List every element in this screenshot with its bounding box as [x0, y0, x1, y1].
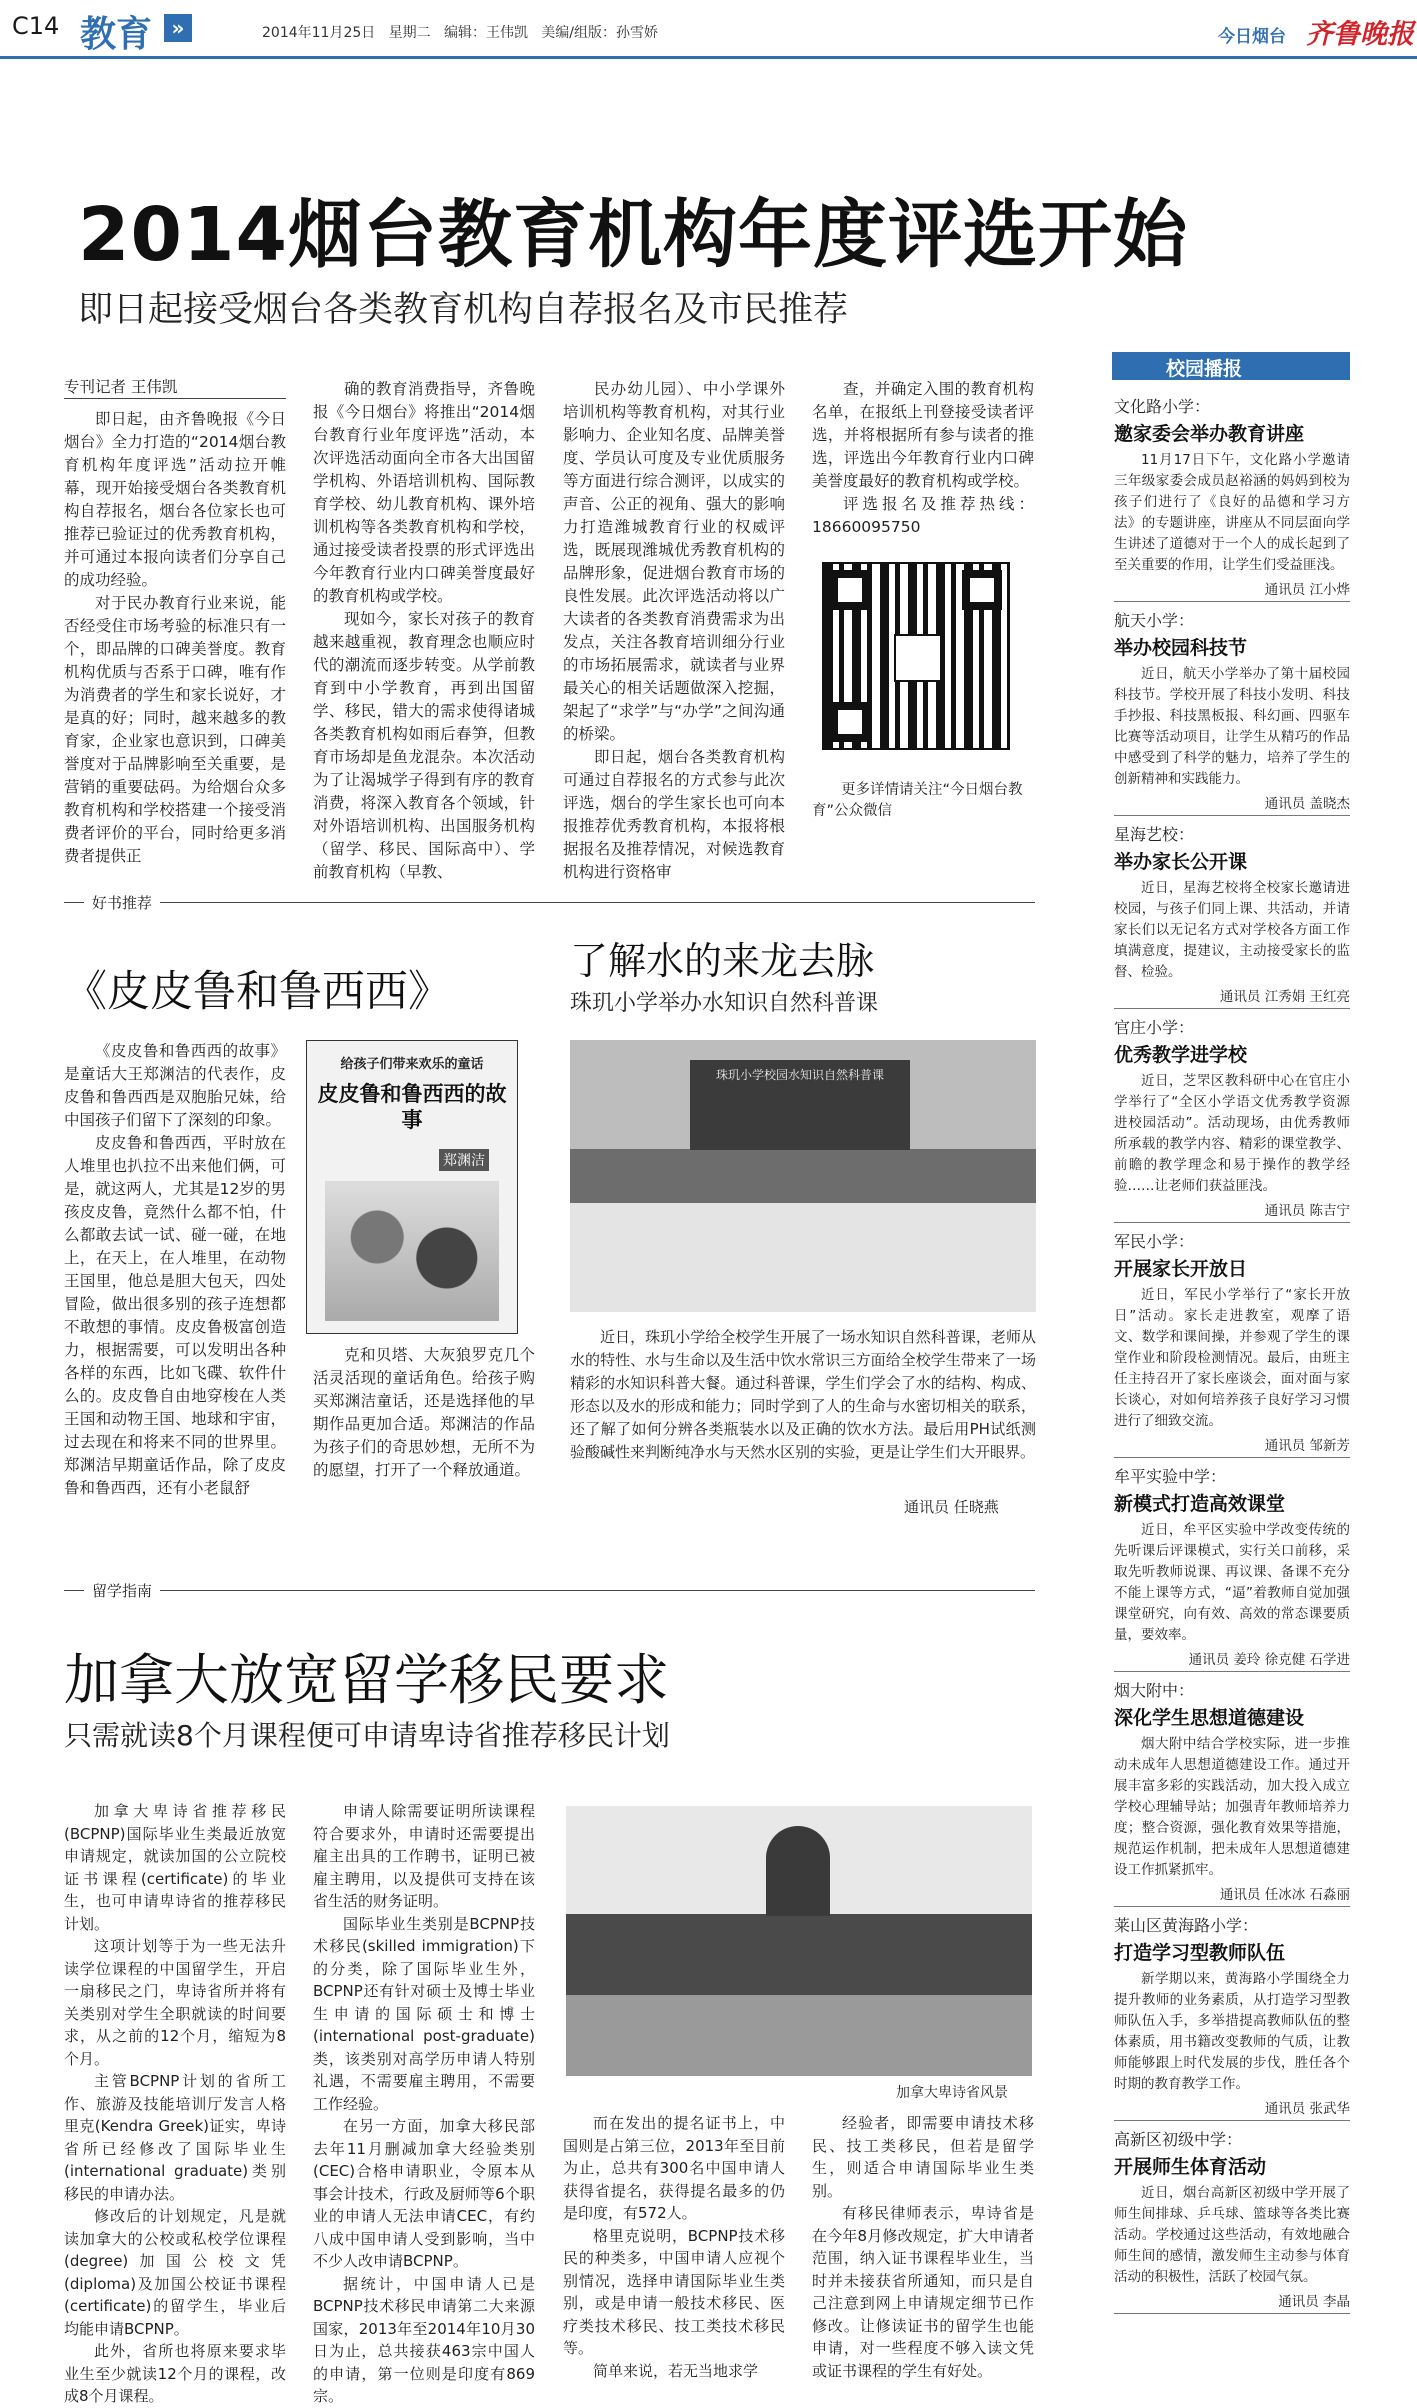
sidebar-school: 高新区初级中学：	[1114, 2130, 1243, 2149]
paragraph: 格里克说明，BCPNP技术移民的种类多，中国申请人应视个别情况，选择申请国际毕业生类别，或是申请一般技术移民、医疗类技术移民、技工类技术移民等。	[563, 2226, 785, 2357]
sidebar-news-item	[1114, 1229, 1350, 1458]
paragraph: 据统计，中国申请人已是BCPNP技术移民申请第二大来源国家，2013年至2014年10月30日为止，总共接获463宗中国人的申请，第一位则是印度有869宗。	[313, 2274, 535, 2405]
sidebar-title: 校园播报	[1166, 358, 1243, 380]
canada-tag: 留学指南	[84, 1580, 160, 1601]
sidebar-news-title: 开展家长开放日	[1114, 1258, 1248, 1280]
sidebar-news-item	[1114, 822, 1350, 1009]
books-headline: 《皮皮鲁和鲁西西》	[64, 967, 451, 1017]
cover-illustration	[325, 1181, 499, 1321]
sidebar-news-credit: 通讯员 姜玲 徐克健 石学进	[1188, 1652, 1350, 1668]
paragraph: 修改后的计划规定，凡是就读加拿大的公校或私校学位课程(degree)加国公校文凭(diploma)及加国公校证书课程(certificate)的留学生，毕业后均能申请BCPNP。	[64, 2207, 286, 2338]
sidebar-news-credit: 通讯员 盖晓杰	[1264, 796, 1350, 812]
paragraph: 简单来说，若无当地求学	[593, 2361, 759, 2380]
sidebar-news-credit: 通讯员 张武华	[1264, 2101, 1350, 2117]
sidebar-school: 文化路小学：	[1114, 397, 1211, 416]
qr-finder	[962, 570, 1002, 610]
paragraph: 近日，珠玑小学给全校学生开展了一场水知识自然科普课，老师从水的特性、水与生命以及生活中饮水常识三方面给全校学生带来了一场精彩的水知识科普大餐。通过科普课，学生们学会了水的结构、构成、形态以及水的形成和能力；同时学到了人的生命与水密切相关的联系，还了解了如何分辨各类瓶装水以及正确的饮水方法。最后用PH试纸测验酸碱性来判断纯净水与天然水区别的实验，更是让学生们大开眼界。	[570, 1328, 1036, 1461]
cover-tagline: 给孩子们带来欢乐的童话	[340, 1057, 484, 1072]
sidebar-school: 军民小学：	[1114, 1232, 1195, 1251]
photo-dome	[766, 1826, 830, 1916]
paragraph: 申请人除需要证明所读课程符合要求外，申请时还需要提出雇主出具的工作聘书，证明已被雇主聘用，以及提供可支持在该省生活的财务证明。	[313, 1802, 535, 1910]
sidebar-news-title: 深化学生思想道德建设	[1114, 1707, 1305, 1729]
qr-caption: 更多详情请关注“今日烟台教育”公众微信	[812, 782, 1023, 819]
water-body	[570, 1326, 1036, 1490]
sidebar-news-item	[1114, 1678, 1350, 1907]
paragraph: 经验者，即需要申请技术移民、技工类移民，但若是留学生，则适合申请国际毕业生类别。	[812, 2114, 1034, 2200]
header-rule	[0, 56, 1417, 59]
water-subhead: 珠玑小学举办水知识自然科普课	[570, 991, 879, 1016]
sidebar-news-body: 近日，军民小学举行了“家长开放日”活动。家长走进教室，观摩了语文、数学和课间操，并参观了学生的课堂作业和阶段检测情况。最后，由班主任主持召开了家长座谈会，面对面与家长谈心，对如何培养孩子良好学习习惯进行了细致交流。	[1114, 1287, 1350, 1429]
lead-subhead: 即日起接受烟台各类教育机构自荐报名及市民推荐	[78, 290, 849, 330]
sidebar-news-title: 优秀教学进学校	[1114, 1044, 1248, 1066]
sidebar-news-item	[1114, 1015, 1350, 1223]
photo-banner: 珠玑小学校园水知识自然科普课	[715, 1068, 884, 1082]
photo-caption: 加拿大卑诗省风景	[896, 2085, 1008, 2101]
paragraph: 有移民律师表示，卑诗省是在今年8月修改规定，扩大申请者范围，纳入证书课程毕业生，当时并未接获省所通知，而只是自己注意到网上申请规定细节已作修改。让修读证书的留学生也能申请，对一些程度不够入读文凭或证书课程的学生有好处。	[812, 2204, 1034, 2380]
lead-column-4	[812, 378, 1034, 538]
paper-label: 今日烟台	[1218, 27, 1286, 47]
sidebar-news-title: 举办家长公开课	[1114, 851, 1248, 873]
books-column-2	[313, 1344, 535, 1520]
paragraph: 主管BCPNP计划的省所工作、旅游及技能培训厅发言人格里克(Kendra Greek)证实，卑诗省所已经修改了国际毕业生(international graduate)类别移民的申请办法。	[64, 2072, 286, 2203]
lead-column-1	[64, 408, 286, 865]
books-tag: 好书推荐	[84, 892, 160, 913]
sidebar-news-credit: 通讯员 李晶	[1278, 2294, 1350, 2310]
hotline: 评选报名及推荐热线：18660095750	[812, 495, 1034, 536]
sidebar-news-credit: 通讯员 邹新芳	[1264, 1438, 1350, 1454]
cover-author: 郑渊洁	[439, 1149, 489, 1171]
canada-subhead: 只需就读8个月课程便可申请卑诗省推荐移民计划	[64, 1719, 670, 1752]
paragraph: 在另一方面，加拿大移民部去年11月删减加拿大经验类别(CEC)合格申请职业，令原本从事会计技术，行政及厨师等6个职业的申请人无法申请CEC，有约八成中国申请人受到影响，当中不少人改申请BCPNP。	[313, 2117, 535, 2270]
classroom-photo	[570, 1040, 1036, 1312]
sidebar-news-body: 11月17日下午，文化路小学邀请三年级家委会成员赵裕涵的妈妈到校为孩子们进行了《良好的品德和学习方法》的专题讲座，讲座从不同层面向学生讲述了道德对于一个人的成长起到了至关重要的作用，让学生们受益匪浅。	[1114, 452, 1350, 573]
water-credit: 通讯员 任晓燕	[904, 1498, 999, 1516]
paragraph: 现如今，家长对孩子的教育越来越重视，教育理念也顺应时代的潮流而逐步转变。从学前教育到中小学教育，再到出国留学、移民，错大的需求使得诸城各类教育机构如雨后春笋，但教育市场却是鱼龙混杂。本次活动为了让渴城学子得到有序的教育消费，将深入教育各个领域，针对外语培训机构、出国服务机构（留学、移民、国际高中）、学前教育机构（早教、	[313, 610, 535, 881]
section-arrow-icon: »	[164, 14, 192, 42]
paragraph: 加拿大卑诗省推荐移民(BCPNP)国际毕业生类最近放宽申请规定，就读加国的公立院校证书课程(certificate)的毕业生，也可申请卑诗省的推荐移民计划。	[64, 1802, 286, 1933]
sidebar-news-credit: 通讯员 任冰冰 石淼丽	[1219, 1887, 1350, 1903]
sidebar-news-item	[1114, 2127, 1350, 2314]
header-meta: 2014年11月25日 星期二 编辑：王伟凯 美编/组版：孙雪娇	[262, 25, 659, 41]
paragraph: 皮皮鲁和鲁西西，平时放在人堆里也扒拉不出来他们俩，可是，就这两人，尤其是12岁的男孩皮皮鲁，竟然什么都不怕，什么都敢去试一试、碰一碰，在地上，在天上，在人堆里，在动物王国里，他总是胆大包天，四处冒险，做出很多别的孩子连想都不敢想的事情。皮皮鲁极富创造力，根据需要，可以发明出各种各样的东西，比如飞碟、软件什么的。皮皮鲁自由地穿梭在人类王国和动物王国、地球和宇宙，过去现在和将来不同的世界里。郑渊洁早期童话作品，除了皮皮鲁和鲁西西，还有小老鼠舒	[64, 1134, 286, 1497]
sidebar-news-body: 新学期以来，黄海路小学围绕全力提升教师的业务素质，从打造学习型教师队伍入手，多举措提高教师队伍的整体素质，用书籍改变教师的气质，让教师能够跟上时代发展的步伐，胜任各个时期的教育教学工作。	[1114, 1971, 1350, 2092]
paper-logo: 齐鲁晚报	[1306, 19, 1414, 50]
qr-logo	[894, 634, 942, 682]
sidebar-news-title: 开展师生体育活动	[1114, 2156, 1267, 2178]
qr-code[interactable]	[822, 562, 1010, 750]
sidebar	[1114, 388, 1350, 2378]
sidebar-news-body: 近日，牟平区实验中学改变传统的先听课后评课模式，实行关口前移，采取先听教师说课、再议课、备课不充分不能上课等方式，“逼”着教师自觉加强课堂研究，向有效、高效的常态课要质量，要效率。	[1114, 1522, 1350, 1643]
sidebar-news-credit: 通讯员 江小烨	[1264, 582, 1350, 598]
paragraph: 此外，省所也将原来要求毕业生至少就读12个月的课程，改成8个月课程。	[64, 2342, 286, 2405]
sidebar-news-credit: 通讯员 江秀娟 王红亮	[1219, 989, 1350, 1005]
qr-finder	[830, 570, 870, 610]
sidebar-news-item	[1114, 394, 1350, 602]
paragraph: 《皮皮鲁和鲁西西的故事》是童话大王郑渊洁的代表作，皮皮鲁和鲁西西是双胞胎兄妹，给中国孩子们留下了深刻的印象。	[64, 1042, 286, 1129]
paragraph: 而在发出的提名证书上，中国则是占第三位，2013年至目前为止，总共有300名中国申请人获得省提名，获得提名最多的仍是印度，有572人。	[563, 2114, 785, 2222]
sidebar-news-body: 近日，航天小学举办了第十届校园科技节。学校开展了科技小发明、科技手抄报、科技黑板报、科幻画、四驱车比赛等活动项目，让学生从精巧的作品中感受到了科学的魅力，培养了学生的创新精神和实践能力。	[1114, 666, 1350, 787]
sidebar-news-body: 近日，烟台高新区初级中学开展了师生间排球、乒乓球、篮球等各类比赛活动。学校通过这些活动，有效地融合师生间的感情，激发师生主动参与体育活动的积极性，活跃了校园气氛。	[1114, 2185, 1350, 2285]
water-headline: 了解水的来龙去脉	[570, 939, 875, 983]
paragraph: 民办幼儿园）、中小学课外培训机构等教育机构，对其行业影响力、企业知名度、品牌美誉度、学员认可度及专业优质服务等方面进行综合测评，以成实的声音、公正的视角、强大的影响力打造潍城教育行业的权威评选，既展现潍城优秀教育机构的品牌形象，促进烟台教育市场的良性发展。此次评选活动将以广大读者的各类教育消费需求为出发点，关注各教育培训细分行业的市场拓展需求，就读者与业界最关心的相关话题做深入挖掘，架起了“求学”与“办学”之间沟通的桥梁。	[563, 380, 785, 743]
paragraph: 即日起，烟台各类教育机构可通过自荐报名的方式参与此次评选，烟台的学生家长也可向本报推荐优秀教育机构，本报将根据报名及推荐情况，对候选教育机构进行资格审	[563, 748, 785, 881]
sidebar-title-bar	[1112, 352, 1350, 380]
sidebar-news-item	[1114, 608, 1350, 816]
lead-column-2	[313, 378, 535, 881]
sidebar-news-title: 举办校园科技节	[1114, 637, 1248, 659]
section-rule	[64, 1590, 1035, 1591]
byline-rule	[64, 398, 286, 399]
section-rule	[64, 902, 1035, 903]
paragraph: 查，并确定入围的教育机构名单，在报纸上刊登接受读者评选，并将根据所有参与读者的推选，评选出今年教育行业内口碑美誉度最好的教育机构或学校。	[812, 380, 1034, 490]
page-number: C14	[12, 12, 60, 40]
lead-headline: 2014烟台教育机构年度评选开始	[78, 192, 1188, 278]
sidebar-news-item	[1114, 1464, 1350, 1672]
canada-headline: 加拿大放宽留学移民要求	[64, 1648, 670, 1712]
sidebar-news-body: 烟大附中结合学校实际，进一步推动未成年人思想道德建设工作。通过开展丰富多彩的实践活动，加大投入成立学校心理辅导站；加强青年教师培养力度；整合资源，强化教育效果等措施，规范运作机制，把未成年人思想道德建设工作抓紧抓牢。	[1114, 1736, 1350, 1878]
cover-title: 皮皮鲁和鲁西西的故事	[317, 1082, 507, 1132]
canada-column-3	[563, 2112, 785, 2380]
sidebar-news-title: 邀家委会举办教育讲座	[1114, 423, 1305, 445]
paragraph: 克和贝塔、大灰狼罗克几个活灵活现的童话角色。给孩子购买郑渊洁童话，还是选择他的早期作品更加合适。郑渊洁的作品为孩子们的奇思妙想，无所不为的愿望，打开了一个释放通道。	[313, 1346, 535, 1479]
sidebar-news-item	[1114, 1913, 1350, 2121]
sidebar-school: 星海艺校：	[1114, 825, 1195, 844]
paragraph: 即日起，由齐鲁晚报《今日烟台》全力打造的“2014烟台教育机构年度评选”活动拉开帷幕，现开始接受烟台各类教育机构自荐报名，烟台各位家长也可推荐已验证过的优秀教育机构，并可通过本报向读者们分享自己的成功经验。	[64, 410, 286, 589]
sidebar-school: 官庄小学：	[1114, 1018, 1195, 1037]
book-cover	[306, 1040, 518, 1334]
page-header	[0, 0, 1417, 60]
paragraph: 国际毕业生类别是BCPNP技术移民(skilled immigration)下的分类，除了国际毕业生外，BCPNP还有针对硕士及博士毕业生申请的国际硕士和博士(international post-graduate)类，该类别对高学历申请人特别礼遇，不需要雇主聘用，不需要工作经验。	[313, 1914, 535, 2113]
paragraph: 确的教育消费指导，齐鲁晚报《今日烟台》将推出“2014烟台教育行业年度评选”活动，本次评选活动面向全市各大出国留学机构、外语培训机构、国际教育学校、幼儿教育机构、课外培训机构等各类教育机构和学校，通过接受读者投票的形式评选出今年教育行业内口碑美誉度最好的教育机构或学校。	[313, 380, 535, 605]
sidebar-news-title: 打造学习型教师队伍	[1114, 1942, 1286, 1964]
parliament-photo	[566, 1806, 1032, 2076]
qr-finder	[830, 702, 870, 742]
canada-column-1	[64, 1800, 286, 2405]
sidebar-school: 烟大附中：	[1114, 1681, 1195, 1700]
sidebar-news-credit: 通讯员 陈吉宁	[1264, 1203, 1350, 1219]
paragraph: 这项计划等于为一些无法升读学位课程的中国留学生，开启一扇移民之门，卑诗省所并将有关类别对学生全职就读的时间要求，从之前的12个月，缩短为8个月。	[64, 1937, 286, 2068]
sidebar-news-body: 近日，芝罘区教科研中心在官庄小学举行了“全区小学语文优秀教学资源进校园活动”。活动现场，由优秀教师所承载的教学内容、精彩的课堂教学、前瞻的教学理念和易于操作的教学经验……让老师们获益匪浅。	[1114, 1073, 1350, 1194]
sidebar-school: 航天小学：	[1114, 611, 1195, 630]
paragraph: 对于民办教育行业来说，能否经受住市场考验的标准只有一个，即品牌的口碑美誉度。教育机构优质与否系于口碑，唯有作为消费者的学生和家长说好，才是真的好；同时，越来越多的教育家，企业家也意识到，口碑美誉度对于品牌影响至关重要，是营销的重要砝码。为给烟台众多教育机构和学校搭建一个接受消费者评价的平台，同时给更多消费者提供正	[64, 594, 286, 865]
canada-column-2	[313, 1800, 535, 2405]
sidebar-news-title: 新模式打造高效课堂	[1114, 1493, 1286, 1515]
sidebar-school: 牟平实验中学：	[1114, 1467, 1227, 1486]
section-title: 教育	[80, 14, 153, 55]
books-column-1	[64, 1040, 286, 1520]
lead-column-3	[563, 378, 785, 881]
sidebar-news-body: 近日，星海艺校将全校家长邀请进校园，与孩子们同上课、共活动，并请家长们以无记名方式对学校各方面工作填满意度，提建议，主动接受家长的监督、检验。	[1114, 880, 1350, 980]
canada-column-4	[812, 2112, 1034, 2380]
lead-byline: 专刊记者 王伟凯	[64, 378, 178, 396]
sidebar-school: 莱山区黄海路小学：	[1114, 1916, 1259, 1935]
